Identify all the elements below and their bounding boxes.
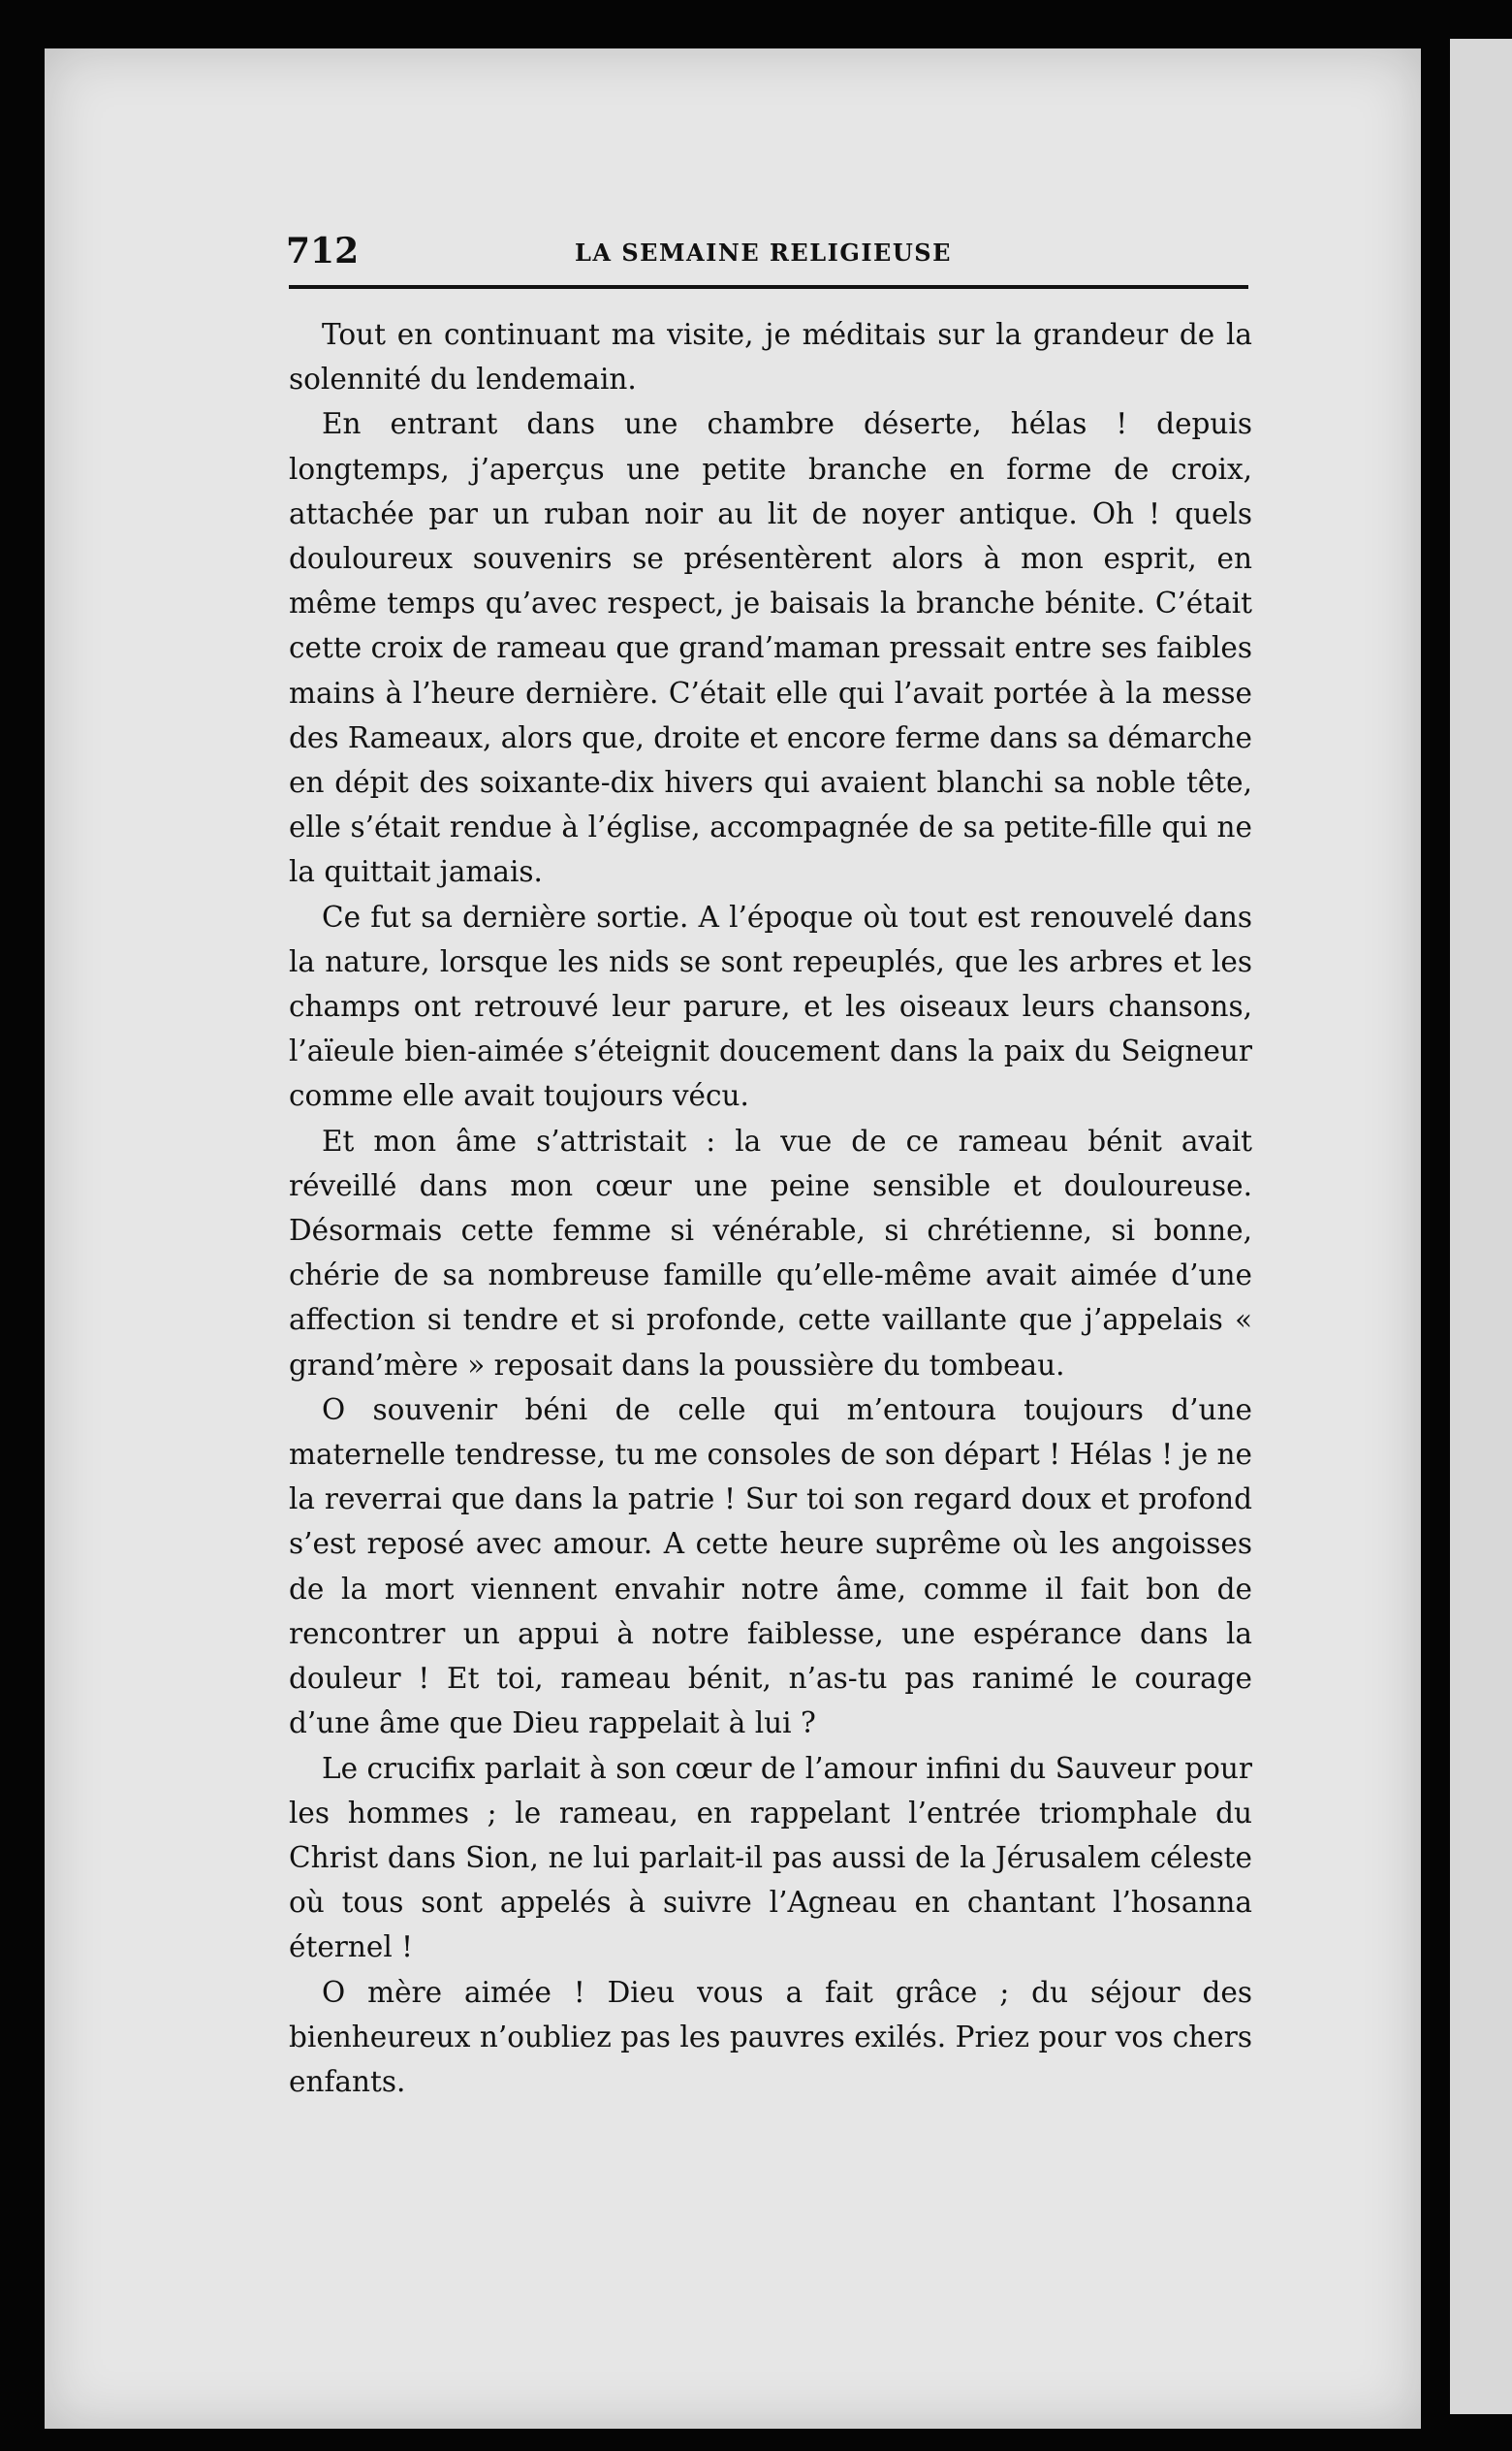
paragraph: O souvenir béni de celle qui m’entoura toujours d’une maternelle tendresse, tu me consoles de son départ ! Hélas ! je ne la reverrai que dans la patrie ! Sur toi son regard doux et profond s’est reposé avec amour. A cette heure suprême où les angoisses de la mort viennent envahir notre âme, comme il fait bon de rencontrer un appui à notre faiblesse, une espérance dans la douleur ! Et toi, rameau bénit, n’as-tu pas ranimé le courage d’une âme que Dieu rappelait à lui ?: [289, 1392, 1252, 1740]
paragraph: En entrant dans une chambre déserte, hélas ! depuis longtemps, j’aperçus une petite branche en forme de croix, attachée par un ruban noir au lit de noyer antique. Oh ! quels douloureux souvenirs se présentèrent alors à mon esprit, en même temps qu’avec respect, je baisais la branche bénite. C’était cette croix de rameau que grand’maman pressait entre ses faibles mains à l’heure dernière. C’était elle qui l’avait portée à la messe des Rameaux, alors que, droite et encore ferme dans sa démarche en dépit des soixante-dix hivers qui avaient blanchi sa noble tête, elle s’était rendue à l’église, accompagnée de sa petite-fille qui ne la quittait jamais.: [289, 407, 1252, 889]
paragraph: O mère aimée ! Dieu vous a fait grâce ; du séjour des bienheureux n’oubliez pas les pauvres exilés. Priez pour vos chers enfants.: [289, 1975, 1252, 2098]
running-title: LA SEMAINE RELIGIEUSE: [575, 239, 952, 267]
paragraph: Le crucifix parlait à son cœur de l’amour infini du Sauveur pour les hommes ; le rameau, en rappelant l’entrée triomphale du Christ dans Sion, ne lui parlait-il pas aussi de la Jérusalem céleste où tous sont appelés à suivre l’Agneau en chantant l’hosanna éternel !: [289, 1751, 1252, 1964]
page-header: [245, 229, 1253, 277]
paragraph: Ce fut sa dernière sortie. A l’époque où tout est renouvelé dans la nature, lorsque les nids se sont repeuplés, que les arbres et les champs ont retrouvé leur parure, et les oiseaux leurs chansons, l’aïeule bien-aimée s’éteignit doucement dans la paix du Seigneur comme elle avait toujours vécu.: [289, 900, 1252, 1113]
body-text: [289, 312, 1252, 2104]
header-rule: [289, 285, 1248, 289]
paragraph: Tout en continuant ma visite, je méditais sur la grandeur de la solennité du lendemain.: [289, 318, 1252, 397]
adjacent-page-edge: [1450, 39, 1512, 2414]
page-number: 712: [286, 231, 360, 271]
paragraph: Et mon âme s’attristait : la vue de ce rameau bénit avait réveillé dans mon cœur une peine sensible et douloureuse. Désormais cette femme si vénérable, si chrétienne, si bonne, chérie de sa nombreuse famille qu’elle-même avait aimée d’une affection si tendre et si profonde, cette vaillante que j’appelais « grand’mère » reposait dans la poussière du tombeau.: [289, 1124, 1252, 1382]
